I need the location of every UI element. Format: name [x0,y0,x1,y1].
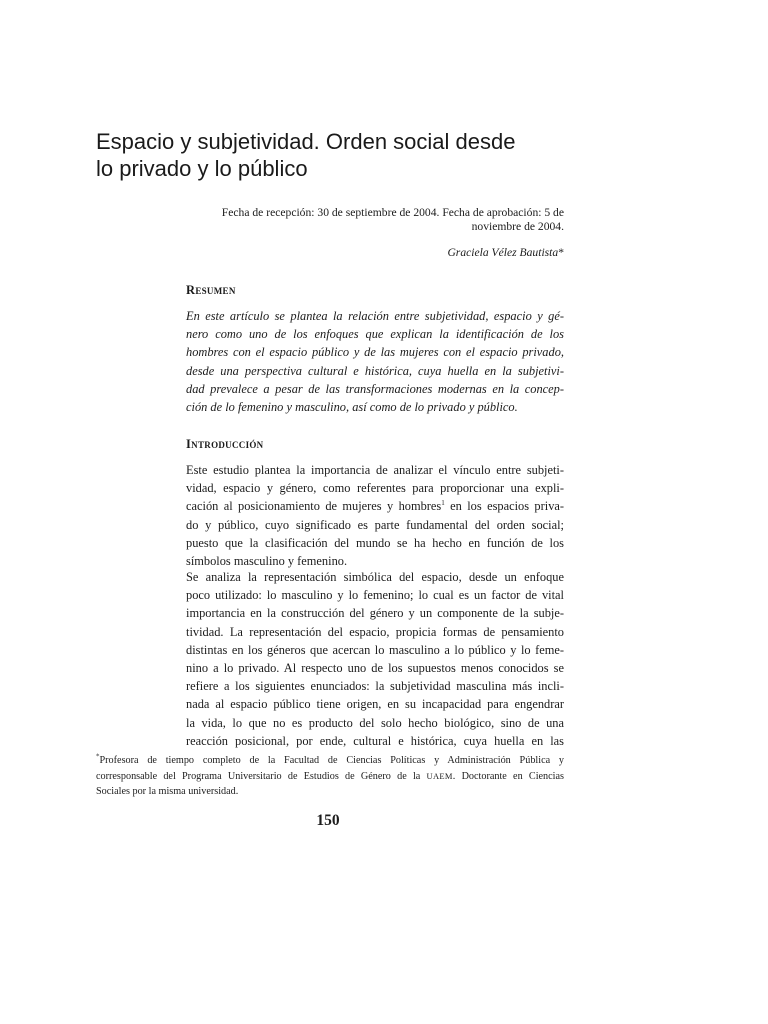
abstract-line: ción de lo femenino y masculino, así como de lo privado y público. [186,400,518,415]
introduction-paragraph-1 [186,461,564,570]
abstract-heading: Resumen [186,283,236,297]
introduction-paragraph-2 [186,568,564,750]
dates-line: noviembre de 2004. [471,220,564,233]
paragraph-line: tividad. La representación del espacio, propicia formas de pensamiento [186,624,564,639]
paragraph-line: símbolos masculino y femenino. [186,554,348,569]
paragraph-line: la vida, lo que no es producto del solo hecho biológico, sino de una [186,715,564,730]
line-text: corresponsable del Programa Universitario de Estudios de Género de la [96,770,427,782]
paragraph-line: puesto que la clasificación del mundo se ha hecho en función de los [186,535,564,550]
article-title-line: Espacio y subjetividad. Orden social desde [96,129,516,154]
footnote-line [96,769,564,785]
author-name: Graciela Vélez Bautista [447,246,559,259]
paragraph-line: vidad, espacio y género, como referentes para proporcionar una expli- [186,481,564,496]
article-title-line: lo privado y lo público [96,156,308,181]
footnote-reference: 1 [441,499,445,508]
paragraph-line: importancia en la construcción del género y un componente de la subje- [186,606,564,621]
abstract-line: En este artículo se plantea la relación entre subjetividad, espacio y gé- [186,309,564,323]
paragraph-line: reacción posicional, por ende, cultural e histórica, cuya huella en las [186,733,564,748]
abstract-line: desde una perspectiva cultural e histórica, cuya huella en la subjetivi- [186,363,564,378]
paragraph-line: do y público, cuyo significado es parte fundamental del orden social; [186,517,564,532]
paragraph-line: nada al espacio público tiene origen, en su incapacidad para engendrar [186,697,564,712]
abstract-line: hombres con el espacio público y de las mujeres con el espacio privado, [186,345,564,360]
author-footnote [96,754,564,799]
abstract-line: dad prevalece a pesar de las transformaciones modernas en la concep- [186,381,564,396]
abstract-text [186,307,564,416]
paragraph-line: poco utilizado: lo masculino y lo femenino; lo cual es un factor de vital [186,588,564,603]
footnote-line [96,754,564,769]
footnote-mark: * [96,752,100,761]
paragraph-line: distintas en los géneros que acercan lo masculino a lo público y lo feme- [186,642,564,657]
author-byline [186,246,564,260]
line-text: . Doctorante en Ciencias [452,770,564,782]
paragraph-line [186,497,564,515]
institution-acronym: UAEM [426,770,453,781]
footnote-line: Sociales por la misma universidad. [96,785,239,797]
line-text: Profesora de tiempo completo de la Facultad de Ciencias Políticas y Administración Pública y [99,755,564,766]
author-footnote-mark: * [558,246,564,259]
paragraph-line: refiere a los siguientes enunciados: la subjetividad masculina más incli- [186,679,564,694]
reception-approval-dates [186,206,564,234]
article-title [96,128,576,182]
abstract-line: nero como uno de los enfoques que explican la identificación de los [186,327,564,342]
dates-line: Fecha de recepción: 30 de septiembre de 2004. Fecha de aprobación: 5 de [221,206,564,219]
page-number: 150 [316,812,340,829]
introduction-heading: Introducción [186,437,264,451]
paragraph-line: Este estudio plantea la importancia de analizar el vínculo entre subjeti- [186,463,564,477]
line-text: cación al posicionamiento de mujeres y hombres [186,499,442,514]
paragraph-line: Se analiza la representación simbólica del espacio, desde un enfoque [186,570,564,584]
line-text: en los espacios priva- [444,499,565,514]
paragraph-line: nino a lo privado. Al respecto uno de los supuestos menos conocidos se [186,661,564,676]
